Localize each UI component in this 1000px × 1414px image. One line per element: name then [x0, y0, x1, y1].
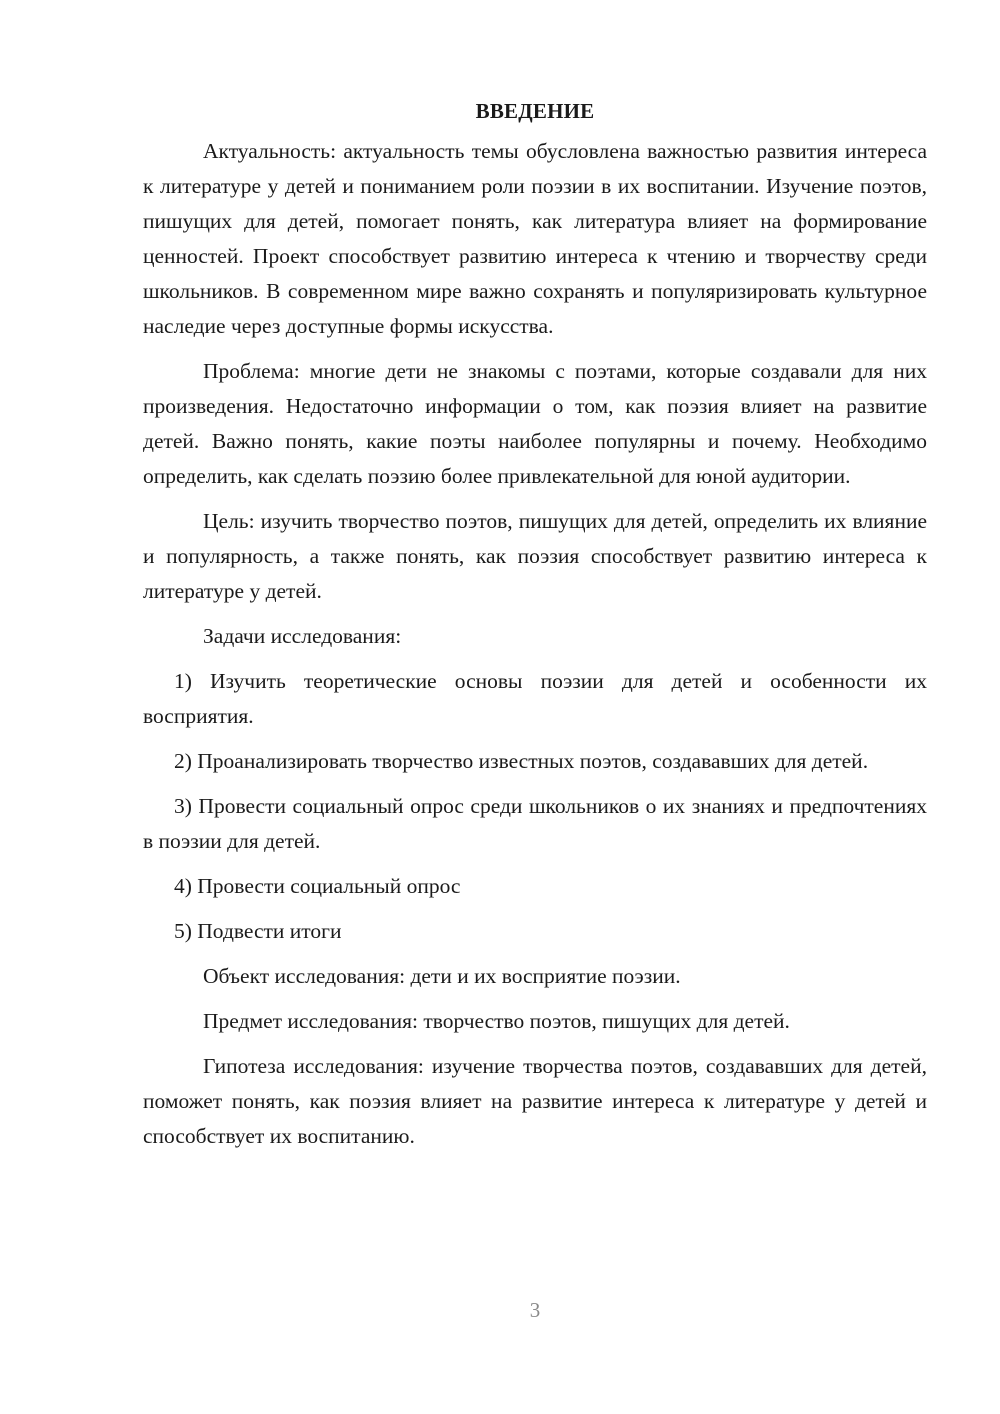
- task-item: 5) Подвести итоги: [174, 919, 342, 943]
- task-item: 1) Изучить теоретические основы поэзии для детей и особенности их восприятия.: [143, 669, 927, 728]
- task-item: 2) Проанализировать творчество известных поэтов, создававших для детей.: [174, 749, 869, 773]
- problem-paragraph: Проблема: многие дети не знакомы с поэтами, которые создавали для них произведения. Недостаточно информации о том, как поэзия влияет на развитие детей. Важно понять, какие поэты наиболее популярны и почему. Необходимо определить, как сделать поэзию более привлекательной для юной аудитории.: [143, 359, 927, 488]
- page-number: 3: [529, 1298, 541, 1322]
- section-title: ВВЕДЕНИЕ: [475, 99, 595, 123]
- research-subject-paragraph: Предмет исследования: творчество поэтов, пишущих для детей.: [203, 1009, 790, 1033]
- tasks-list: [143, 664, 927, 949]
- tasks-heading: Задачи исследования:: [203, 624, 402, 648]
- task-item: 3) Провести социальный опрос среди школьников о их знаниях и предпочтениях в поэзии для детей.: [143, 794, 927, 853]
- goal-paragraph: Цель: изучить творчество поэтов, пишущих для детей, определить их влияние и популярность, а также понять, как поэзия способствует развитию интереса к литературе у детей.: [143, 509, 927, 603]
- document-page: [143, 96, 927, 1164]
- task-item: 4) Провести социальный опрос: [174, 874, 461, 898]
- relevance-paragraph: Актуальность: актуальность темы обусловлена важностью развития интереса к литературе у детей и пониманием роли поэзии в их воспитании. Изучение поэтов, пишущих для детей, помогает понять, как литература влияет на формирование ценностей. Проект способствует развитию интереса к чтению и творчеству среди школьников. В современном мире важно сохранять и популяризировать культурное наследие через доступные формы искусства.: [143, 139, 927, 338]
- hypothesis-paragraph: Гипотеза исследования: изучение творчества поэтов, создававших для детей, поможет понять, как поэзия влияет на развитие интереса к литературе у детей и способствует их воспитанию.: [143, 1054, 927, 1148]
- research-object-paragraph: Объект исследования: дети и их восприятие поэзии.: [203, 964, 681, 988]
